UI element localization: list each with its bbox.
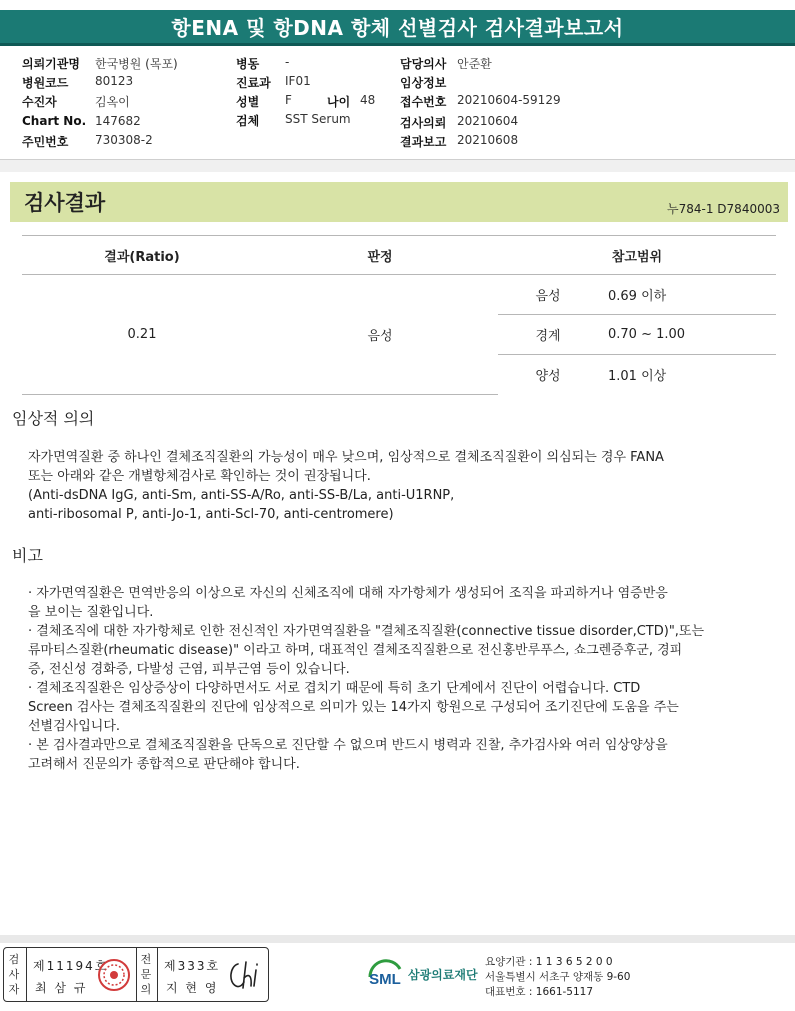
institution-value: 한국병원 (목포): [95, 57, 178, 71]
reference-label: 양성: [535, 369, 561, 385]
specimen-value: SST Serum: [285, 112, 351, 126]
tester-name: 최 삼 규: [35, 981, 88, 995]
tester-label: 검사자: [8, 953, 20, 996]
table-row: [22, 275, 776, 315]
institution-label: 의뢰기관명: [22, 57, 80, 71]
clinical-significance-text: [28, 448, 768, 524]
rrn-value: 730308-2: [95, 133, 153, 147]
signature-box: [3, 947, 269, 1002]
report-title: 항ENA 및 항DNA 항체 선별검사 검사결과보고서: [0, 10, 795, 46]
reference-range: 0.69 이하: [598, 275, 776, 315]
logo-text: SML: [369, 971, 401, 988]
clinical-significance-title: 임상적 의의: [12, 409, 95, 428]
sml-logo-icon: [366, 955, 404, 993]
reference-range: 1.01 이상: [608, 369, 667, 385]
sex-value: F: [285, 93, 292, 107]
reference-label: 음성: [498, 275, 598, 315]
report-date-value: 20210608: [457, 133, 519, 147]
result-section-title: 검사결과: [24, 191, 106, 215]
remarks-title: 비고: [12, 546, 43, 565]
header-divider-band: [0, 160, 795, 172]
tester-number: 제11194호: [33, 959, 109, 973]
specimen-label: 검체: [236, 114, 260, 128]
hospital-code-label: 병원코드: [22, 76, 69, 90]
age-value: 48: [360, 93, 376, 107]
specialist-number: 제333호: [164, 959, 221, 973]
clinical-label: 임상정보: [400, 76, 447, 90]
reference-column-header: 참고범위: [498, 236, 776, 275]
result-section-header: [10, 182, 788, 222]
report-date-label: 결과보고: [400, 135, 447, 149]
divider: [157, 948, 158, 1001]
test-code: 누784-1 D7840003: [667, 202, 780, 216]
request-label: 검사의뢰: [400, 116, 447, 130]
text-line: 고려해서 진문의가 종합적으로 판단해야 합니다.: [28, 757, 300, 772]
hospital-code-value: 80123: [95, 74, 134, 88]
chart-label: Chart No.: [22, 114, 87, 128]
ward-label: 병동: [236, 57, 260, 71]
age-label: 나이: [327, 95, 351, 109]
result-value: 0.21: [22, 275, 262, 395]
text-line: 증, 전신성 경화증, 다발성 근염, 피부근염 등이 있습니다.: [28, 662, 350, 677]
judgement-value: 음성: [262, 275, 498, 395]
dept-label: 진료과: [236, 76, 271, 90]
specialist-label: 전문의: [140, 953, 152, 996]
text-line: · 본 검사결과만으로 결체조직질환을 단독으로 진단할 수 없으며 반드시 병력과 진찰, 추가검사와 여러 임상양상을: [28, 738, 668, 753]
reference-range: 0.70 ~ 1.00: [598, 315, 776, 355]
text-line: · 결체조직에 대한 자가항체로 인한 전신적인 자가면역질환을 "결체조직질환(connective tissue disorder,CTD)",또는: [28, 624, 705, 639]
text-line: · 결체조직질환은 임상증상이 다양하면서도 서로 겹치기 때문에 특히 초기 단계에서 진단이 어렵습니다. CTD: [28, 681, 641, 696]
request-value: 20210604: [457, 114, 519, 128]
divider: [136, 948, 137, 1001]
rrn-label: 주민번호: [22, 135, 69, 149]
specialist-signature: [224, 956, 266, 994]
logo-name: 삼광의료재단: [408, 967, 478, 982]
text-line: 선별검사입니다.: [28, 719, 121, 734]
text-line: anti-ribosomal P, anti-Jo-1, anti-Scl-70, anti-centromere): [28, 507, 394, 522]
result-table-header: [22, 236, 776, 275]
judgement-column-header: 판정: [262, 236, 498, 275]
doctor-label: 담당의사: [400, 57, 447, 71]
sml-logo: [366, 955, 478, 993]
patient-label: 수진자: [22, 95, 57, 109]
reference-label: 경계: [498, 315, 598, 355]
organization-info: [485, 955, 630, 1000]
patient-value: 김옥이: [95, 95, 130, 109]
org-code: 요양기관 : 1 1 3 6 5 2 0 0: [485, 956, 613, 968]
receipt-label: 접수번호: [400, 95, 447, 109]
doctor-value: 안준환: [457, 57, 492, 71]
footer-divider: [0, 935, 795, 943]
receipt-value: 20210604-59129: [457, 93, 561, 107]
remarks-text: [28, 584, 768, 774]
text-line: 자가면역질환 중 하나인 결체조직질환의 가능성이 매우 낮으며, 임상적으로 결체조직질환이 의심되는 경우 FANA: [28, 450, 664, 465]
result-table: [22, 235, 776, 395]
text-line: 을 보이는 질환입니다.: [28, 605, 154, 620]
text-line: (Anti-dsDNA IgG, anti-Sm, anti-SS-A/Ro, anti-SS-B/La, anti-U1RNP,: [28, 488, 455, 503]
sex-label: 성별: [236, 95, 260, 109]
specialist-name: 지 현 영: [166, 981, 219, 995]
ward-value: -: [285, 55, 290, 69]
patient-info: [22, 55, 782, 155]
chart-value: 147682: [95, 114, 141, 128]
result-column-header: 결과(Ratio): [22, 236, 262, 275]
dept-value: IF01: [285, 74, 311, 88]
text-line: Screen 검사는 결체조직질환의 진단에 임상적으로 의미가 있는 14가지 항원으로 구성되어 조기진단에 도움을 주는: [28, 700, 679, 715]
text-line: 또는 아래와 같은 개별항체검사로 확인하는 것이 권장됩니다.: [28, 469, 371, 484]
text-line: · 자가면역질환은 면역반응의 이상으로 자신의 신체조직에 대해 자가항체가 생성되어 조직을 파괴하거나 염증반응: [28, 586, 668, 601]
org-phone: 대표번호 : 1661-5117: [485, 986, 594, 998]
tester-seal-icon: [96, 956, 132, 994]
text-line: 류마티스질환(rheumatic disease)" 이라고 하며, 대표적인 결체조직질환으로 전신홍반루푸스, 쇼그렌증후군, 경피: [28, 643, 683, 658]
org-address: 서울특별시 서초구 양재동 9-60: [485, 971, 631, 983]
divider: [26, 948, 27, 1001]
